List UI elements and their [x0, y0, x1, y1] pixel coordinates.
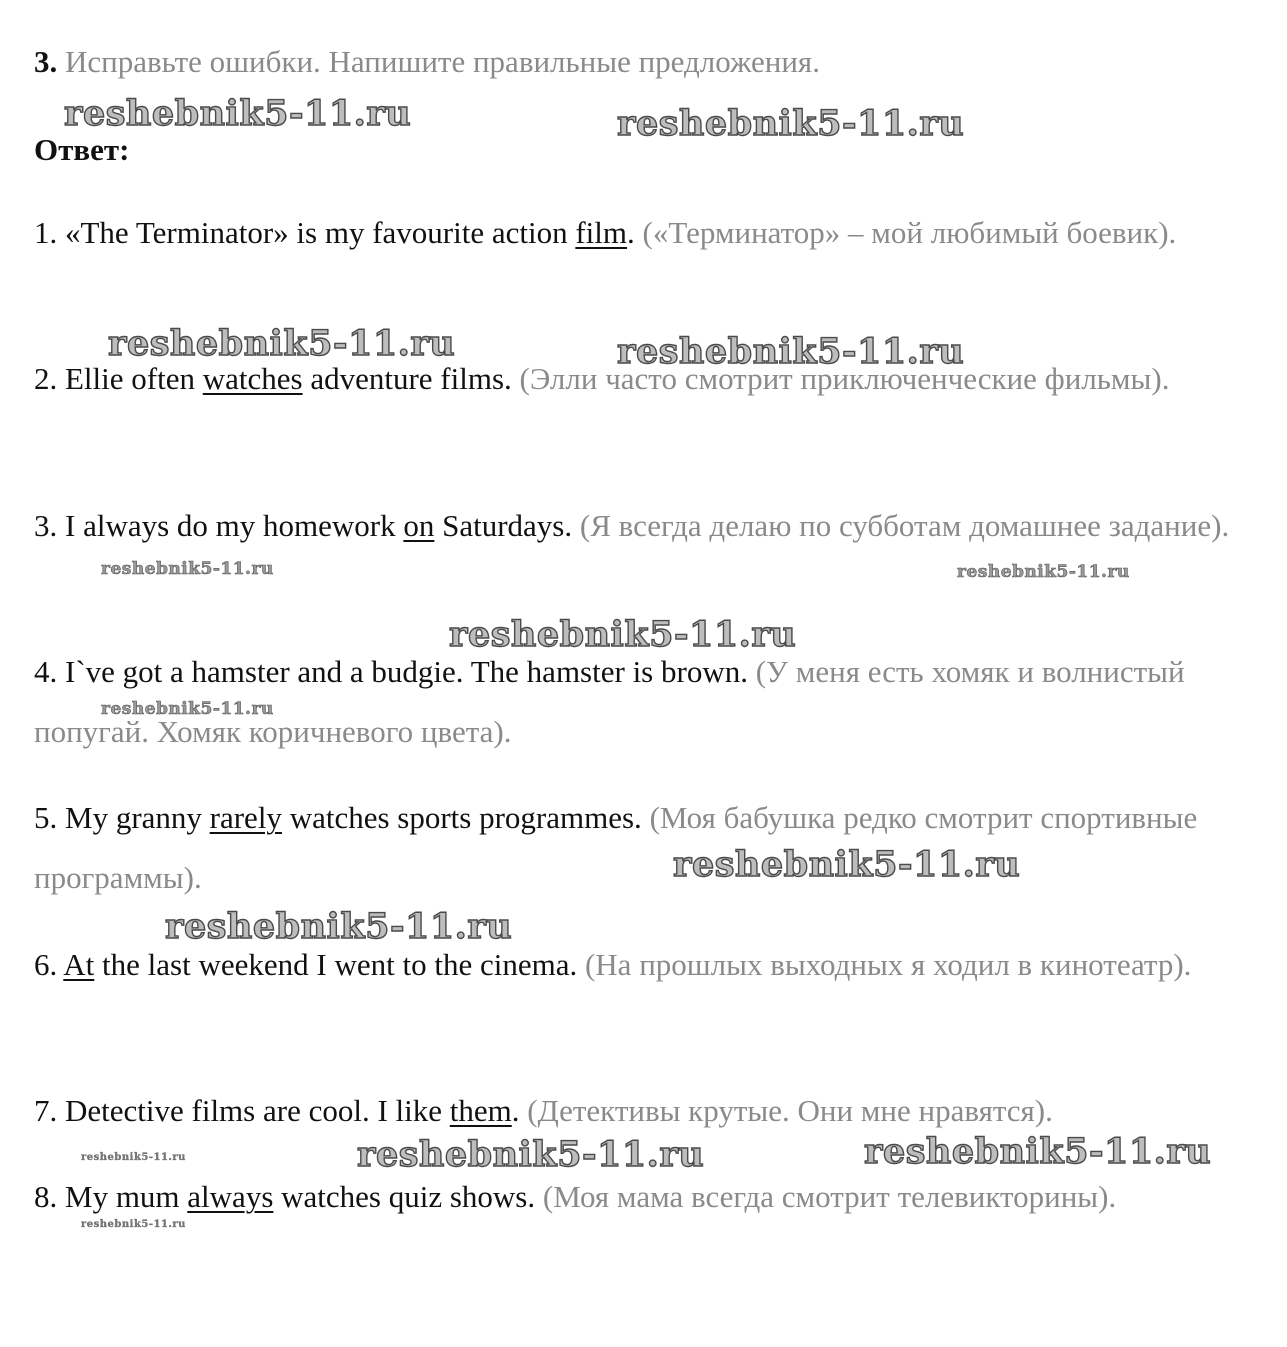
translation-text: («Терминатор» – мой любимый боевик). [634, 215, 1177, 250]
sentence-text: 2. Ellie often [34, 361, 203, 396]
sentence-end: watches sports programmes. [281, 800, 642, 835]
watermark: reshebnik5-11.ru [957, 562, 1130, 582]
task-number: 3. [34, 44, 58, 79]
answer-label: Ответ: [34, 132, 130, 167]
translation-text: (Я всегда делаю по субботам домашнее задание). [572, 508, 1230, 543]
sentence-text: 7. Detective films are cool. I like [34, 1093, 450, 1128]
task-heading [34, 40, 820, 84]
watermark: reshebnik5-11.ru [165, 906, 513, 947]
corrected-word: film [575, 215, 628, 250]
task-instruction: Исправьте ошибки. Напишите правильные предложения. [65, 44, 820, 79]
corrected-word: them [449, 1093, 512, 1128]
sentence-text: 1. «The Terminator» is my favourite action [34, 215, 576, 250]
corrected-word: rarely [209, 800, 282, 835]
answer-item-1 [34, 203, 1234, 263]
sentence-text: 5. My granny [34, 800, 210, 835]
watermark: reshebnik5-11.ru [617, 331, 965, 372]
translation-text: (У меня есть хомяк и волнистый попугай. Хомяк коричневого цвета). [34, 654, 1185, 749]
answer-item-5 [34, 788, 1234, 908]
watermark: reshebnik5-11.ru [108, 323, 456, 364]
watermark: reshebnik5-11.ru [449, 614, 797, 655]
sentence-text: 3. I always do my homework [34, 508, 404, 543]
corrected-word: always [187, 1179, 274, 1214]
sentence-text: 6. [34, 947, 64, 982]
sentence-end: watches quiz shows. [273, 1179, 536, 1214]
sentence-end: . [511, 1093, 520, 1128]
sentence-end: . [627, 215, 635, 250]
watermark: reshebnik5-11.ru [81, 1219, 186, 1230]
watermark: reshebnik5-11.ru [357, 1134, 705, 1175]
translation-text: (Моя мама всегда смотрит телевикторины). [535, 1179, 1117, 1214]
translation-text: (Детективы крутые. Они мне нравятся). [519, 1093, 1053, 1128]
watermark: reshebnik5-11.ru [64, 93, 412, 134]
watermark: reshebnik5-11.ru [101, 699, 274, 719]
translation-text: (Моя бабушка редко смотрит спортивные программы). [34, 800, 1198, 895]
watermark: reshebnik5-11.ru [101, 559, 274, 579]
sentence-end: adventure films. [302, 361, 512, 396]
answer-item-8 [34, 1167, 1234, 1227]
watermark: reshebnik5-11.ru [673, 844, 1021, 885]
translation-text: (Элли часто смотрит приключенческие фильмы). [511, 361, 1170, 396]
sentence-end: Saturdays. [434, 508, 573, 543]
corrected-word: on [403, 508, 435, 543]
sentence-end: the last weekend I went to the cinema. [94, 947, 578, 982]
sentence-text: 4. I`ve got a hamster and a budgie. The hamster is brown. [34, 654, 748, 689]
translation-text: (На прошлых выходных я ходил в кинотеатр). [577, 947, 1192, 982]
watermark: reshebnik5-11.ru [864, 1131, 1212, 1172]
sentence-text: 8. My mum [34, 1179, 188, 1214]
answer-item-3 [34, 496, 1234, 556]
watermark: reshebnik5-11.ru [617, 103, 965, 144]
corrected-word: watches [202, 361, 303, 396]
corrected-word: At [63, 947, 95, 982]
watermark: reshebnik5-11.ru [81, 1152, 186, 1163]
